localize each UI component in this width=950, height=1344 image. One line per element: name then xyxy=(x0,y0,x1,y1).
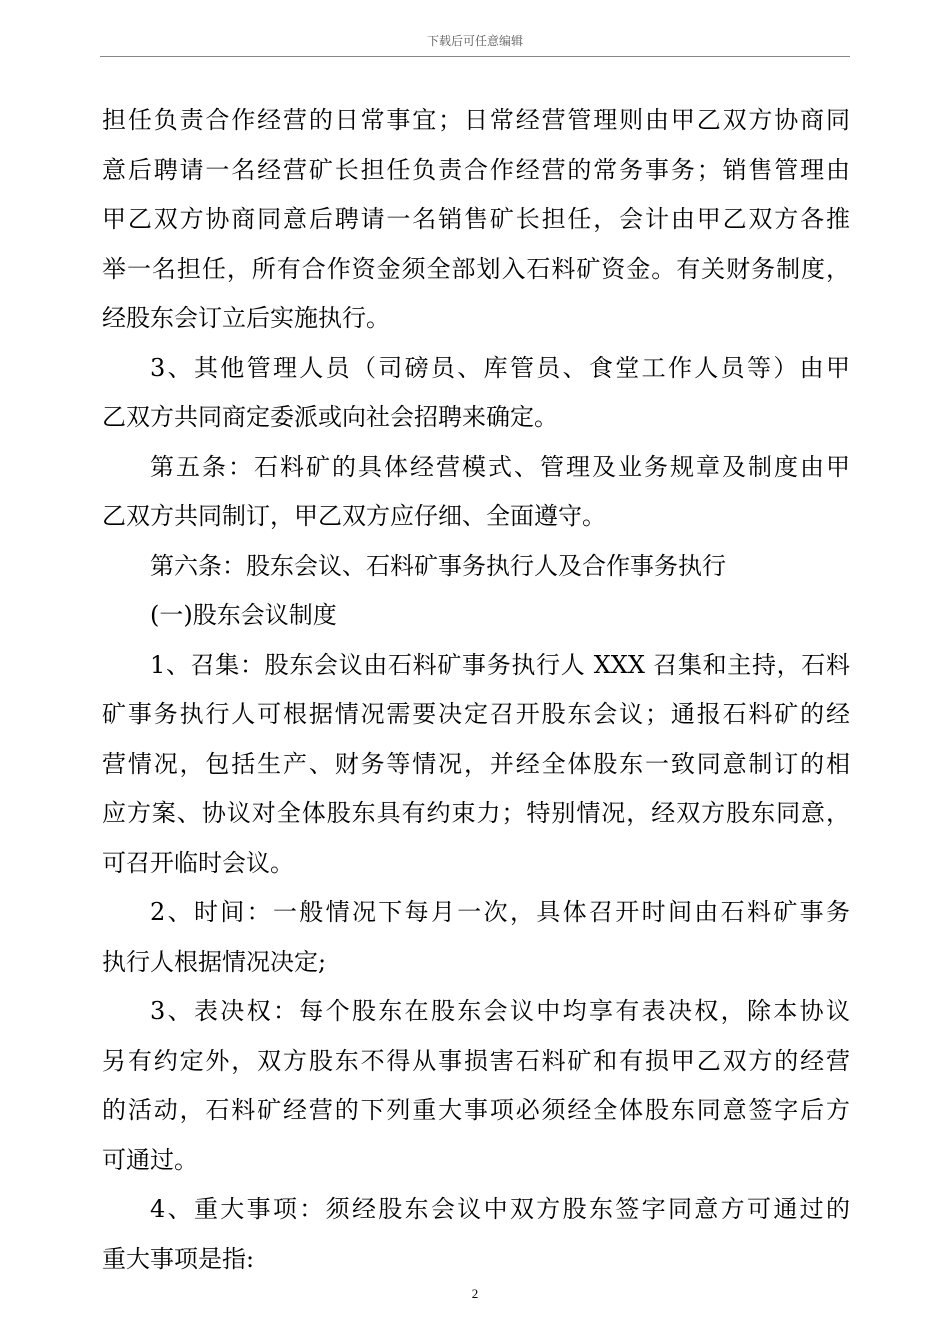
text-line: 的活动，石料矿经营的下列重大事项必须经全体股东同意签字后方 xyxy=(102,1096,850,1124)
header-divider xyxy=(100,56,850,57)
text-line: 可通过。 xyxy=(102,1145,198,1174)
text-line: 可召开临时会议。 xyxy=(102,848,294,877)
text-line: (一)股东会议制度 xyxy=(150,601,337,629)
text-line: 营情况，包括生产、财务等情况，并经全体股东一致同意制订的相 xyxy=(102,749,850,778)
text-line: 经股东会订立后实施执行。 xyxy=(102,304,390,332)
page-number: 2 xyxy=(471,1286,479,1301)
text-line: 举一名担任，所有合作资金须全部划入石料矿资金。有关财务制度， xyxy=(102,254,850,283)
document-body xyxy=(102,96,850,1284)
text-line: 4、重大事项：须经股东会议中双方股东签字同意方可通过的 xyxy=(150,1195,850,1223)
text-line: 3、表决权：每个股东在股东会议中均享有表决权，除本协议 xyxy=(150,997,850,1025)
text-line: 意后聘请一名经营矿长担任负责合作经营的常务事务；销售管理由 xyxy=(102,155,850,184)
text-line: 另有约定外，双方股东不得从事损害石料矿和有损甲乙双方的经营 xyxy=(102,1046,850,1075)
text-line: 1、召集：股东会议由石料矿事务执行人 XXX 召集和主持，石料 xyxy=(150,650,850,679)
page-header: 下载后可任意编辑 xyxy=(426,34,523,48)
text-line: 第五条：石料矿的具体经营模式、管理及业务规章及制度由甲 xyxy=(150,452,850,481)
text-line: 第六条：股东会议、石料矿事务执行人及合作事务执行 xyxy=(150,551,726,580)
text-line: 甲乙双方协商同意后聘请一名销售矿长担任，会计由甲乙双方各推 xyxy=(102,205,850,233)
text-line: 重大事项是指: xyxy=(102,1244,255,1273)
text-line: 乙双方共同制订，甲乙双方应仔细、全面遵守。 xyxy=(102,502,606,530)
text-line: 2、时间：一般情况下每月一次，具体召开时间由石料矿事务 xyxy=(150,898,850,926)
text-line: 矿事务执行人可根据情况需要决定召开股东会议；通报石料矿的经 xyxy=(102,700,850,728)
text-line: 应方案、协议对全体股东具有约束力；特别情况，经双方股东同意， xyxy=(102,799,850,827)
text-line: 乙双方共同商定委派或向社会招聘来确定。 xyxy=(102,403,558,431)
text-line: 担任负责合作经营的日常事宜；日常经营管理则由甲乙双方协商同 xyxy=(102,106,850,134)
text-line: 3、其他管理人员（司磅员、库管员、食堂工作人员等）由甲 xyxy=(150,353,850,382)
text-line: 执行人根据情况决定; xyxy=(102,947,327,976)
